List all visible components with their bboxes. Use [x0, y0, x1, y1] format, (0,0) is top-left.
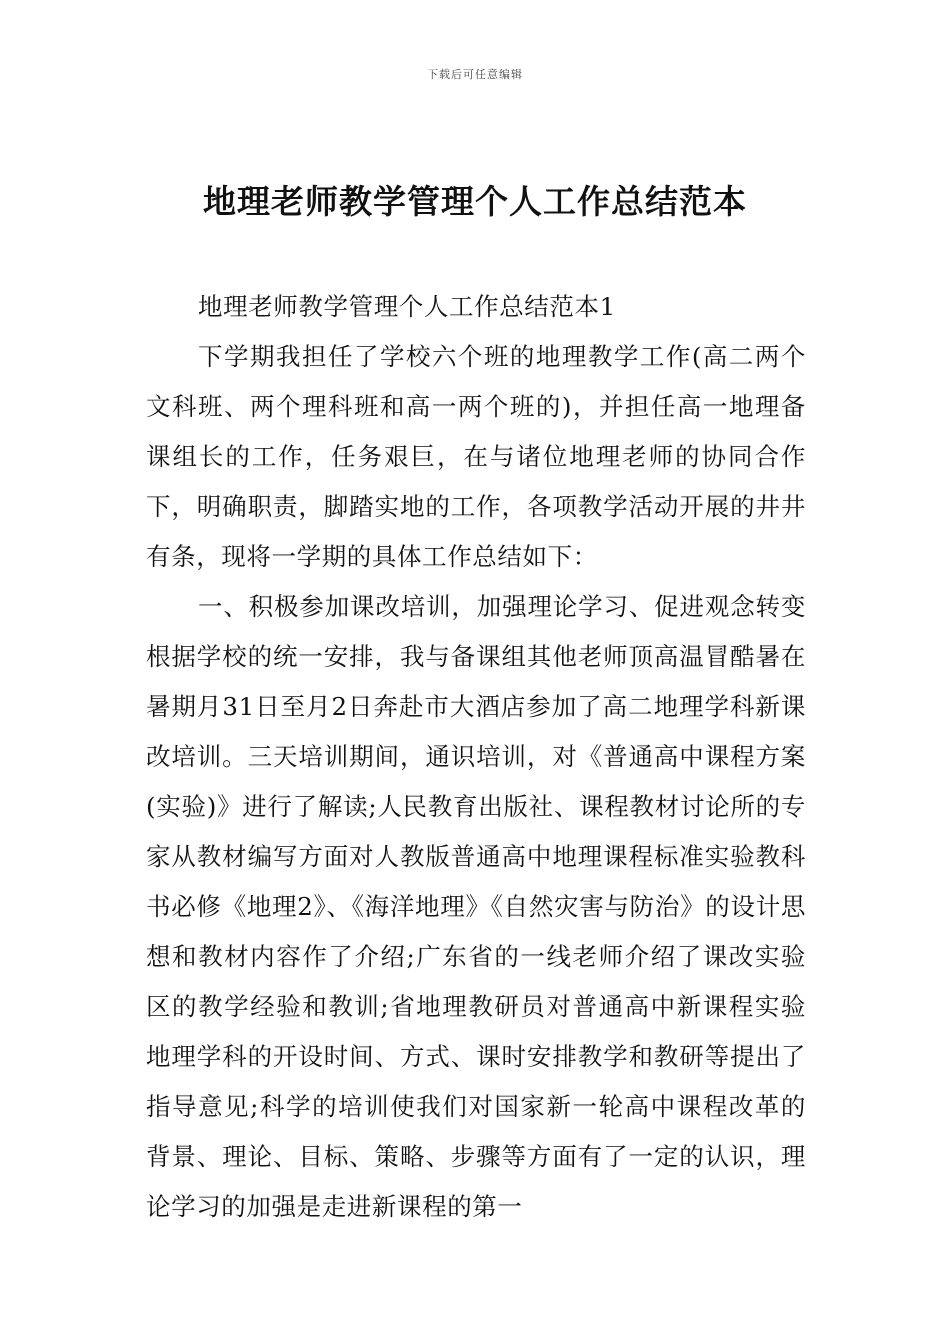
- document-body: [146, 282, 806, 1232]
- header-note: 下载后可任意编辑: [427, 68, 523, 81]
- paragraph-intro: 下学期我担任了学校六个班的地理教学工作(高二两个文科班、两个理科班和高一两个班的)，并担任高一地理备课组长的工作，任务艰巨，在与诸位地理老师的协同合作下，明确职责，脚踏实地的工作，各项教学活动开展的井井有条，现将一学期的具体工作总结如下：: [146, 342, 806, 571]
- section-heading: 地理老师教学管理个人工作总结范本1: [198, 292, 616, 321]
- document-title: 地理老师教学管理个人工作总结范本: [203, 182, 747, 221]
- paragraph-training: 一、积极参加课改培训，加强理论学习、促进观念转变根据学校的统一安排，我与备课组其他老师顶高温冒酷暑在暑期月31日至月2日奔赴市大酒店参加了高二地理学科新课改培训。三天培训期间，通识培训，对《普通高中课程方案(实验)》进行了解读;人民教育出版社、课程教材讨论所的专家从教材编写方面对人教版普通高中地理课程标准实验教科书必修《地理2》、《海洋地理》《自然灾害与防治》的设计思想和教材内容作了介绍;广东省的一线老师介绍了课改实验区的教学经验和教训;省地理教研员对普通高中新课程实验地理学科的开设时间、方式、课时安排教学和教研等提出了指导意见;科学的培训使我们对国家新一轮高中课程改革的背景、理论、目标、策略、步骤等方面有了一定的认识，理论学习的加强是走进新课程的第一: [146, 592, 806, 1221]
